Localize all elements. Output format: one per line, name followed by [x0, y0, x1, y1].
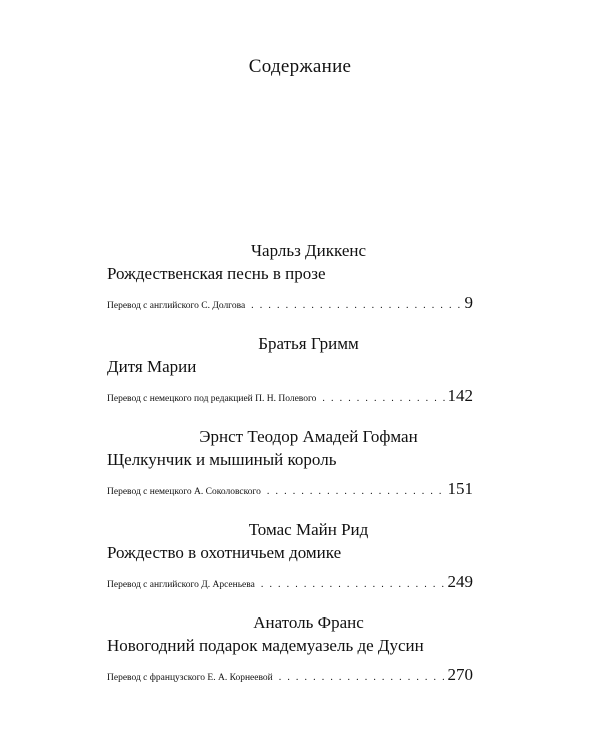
- toc-entry[interactable]: [107, 333, 473, 406]
- toc-author: Томас Майн Рид: [248, 520, 369, 539]
- toc-page-number: 142: [447, 386, 473, 405]
- dot-leader: [279, 672, 446, 683]
- toc-author: Эрнст Теодор Амадей Гофман: [199, 427, 418, 446]
- toc-translator: Перевод с английского С. Долгова: [107, 301, 246, 311]
- toc-work-title: Рождество в охотничьем домике: [107, 543, 342, 562]
- toc-entry[interactable]: [107, 612, 473, 685]
- table-of-contents: [107, 240, 473, 705]
- toc-translator-line: [107, 665, 473, 685]
- toc-translator: Перевод с английского Д. Арсеньева: [107, 580, 255, 590]
- toc-work-title: Новогодний подарок мадемуазель де Дусин: [107, 636, 424, 655]
- toc-page-number: 151: [447, 479, 473, 498]
- dot-leader: [261, 579, 446, 590]
- toc-translator-line: [107, 572, 473, 592]
- toc-translator: Перевод с французского Е. А. Корнеевой: [107, 673, 273, 683]
- toc-work-title: Щелкунчик и мышиный король: [107, 450, 337, 469]
- toc-entry[interactable]: [107, 426, 473, 499]
- toc-author: Братья Гримм: [258, 334, 359, 353]
- toc-page-number: 249: [447, 572, 473, 591]
- dot-leader: [251, 300, 462, 311]
- toc-page-number: 9: [464, 293, 473, 312]
- page-title: Содержание: [248, 56, 352, 77]
- toc-entry[interactable]: [107, 519, 473, 592]
- toc-author: Чарльз Диккенс: [250, 241, 367, 260]
- toc-page-number: 270: [447, 665, 473, 684]
- dot-leader: [267, 486, 446, 497]
- toc-author: Анатоль Франс: [253, 613, 364, 632]
- toc-work-title: Дитя Марии: [107, 357, 197, 376]
- toc-translator: Перевод с немецкого под редакцией П. Н. Полевого: [107, 394, 317, 404]
- toc-translator-line: [107, 386, 473, 406]
- dot-leader: [322, 393, 445, 404]
- toc-translator: Перевод с немецкого А. Соколовского: [107, 487, 261, 497]
- toc-work-title: Рождественская песнь в прозе: [107, 264, 326, 283]
- toc-translator-line: [107, 293, 473, 313]
- toc-translator-line: [107, 479, 473, 499]
- toc-entry[interactable]: [107, 240, 473, 313]
